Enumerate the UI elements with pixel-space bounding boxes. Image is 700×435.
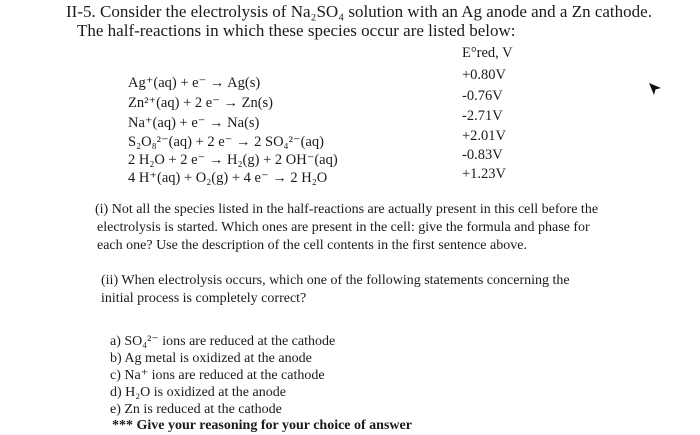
reaction-equation: Na⁺(aq) + e⁻ → Na(s): [128, 115, 260, 131]
intro-line-1: II-5. Consider the electrolysis of Na₂SO₄ solution with an Ag anode and a Zn cathode.: [66, 2, 652, 21]
reaction-equation: 4 H⁺(aq) + O₂(g) + 4 e⁻ → 2 H₂O: [128, 170, 328, 186]
reaction-equation: S₂O₈²⁻(aq) + 2 e⁻ → 2 SO₄²⁻(aq): [128, 134, 324, 150]
intro-line-2: The half-reactions in which these species occur are listed below:: [77, 21, 516, 40]
potential-column-header: E°red, V: [462, 45, 513, 61]
part-ii-line-1: (ii) When electrolysis occurs, which one of the following statements concerning the: [101, 273, 570, 288]
reaction-potential: +2.01V: [462, 128, 507, 144]
option-e: e) Zn is reduced at the cathode: [110, 402, 282, 417]
reasoning-note: *** Give your reasoning for your choice of answer: [112, 418, 412, 433]
reaction-potential: +1.23V: [462, 166, 507, 182]
reaction-potential: -2.71V: [462, 108, 503, 124]
mouse-pointer-icon: [648, 82, 662, 96]
part-i-line-3: each one? Use the description of the cell contents in the first sentence above.: [97, 238, 527, 253]
part-ii-line-2: initial process is completely correct?: [101, 291, 307, 306]
reaction-potential: +0.80V: [462, 67, 507, 83]
reaction-equation: Ag⁺(aq) + e⁻ → Ag(s): [128, 75, 261, 91]
option-b: b) Ag metal is oxidized at the anode: [110, 351, 312, 366]
reaction-equation: Zn²⁺(aq) + 2 e⁻ → Zn(s): [128, 95, 273, 111]
option-d: d) H₂O is oxidized at the anode: [110, 385, 286, 400]
reaction-equation: 2 H₂O + 2 e⁻ → H₂(g) + 2 OH⁻(aq): [128, 152, 338, 168]
option-c: c) Na⁺ ions are reduced at the cathode: [110, 368, 325, 383]
part-i-line-1: (i) Not all the species listed in the half-reactions are actually present in this cell before the: [95, 202, 599, 217]
part-i-line-2: electrolysis is started. Which ones are present in the cell: give the formula and phase for: [97, 220, 590, 235]
reaction-potential: -0.76V: [462, 88, 503, 104]
option-a: a) SO₄²⁻ ions are reduced at the cathode: [110, 334, 336, 349]
reaction-potential: -0.83V: [462, 147, 503, 163]
